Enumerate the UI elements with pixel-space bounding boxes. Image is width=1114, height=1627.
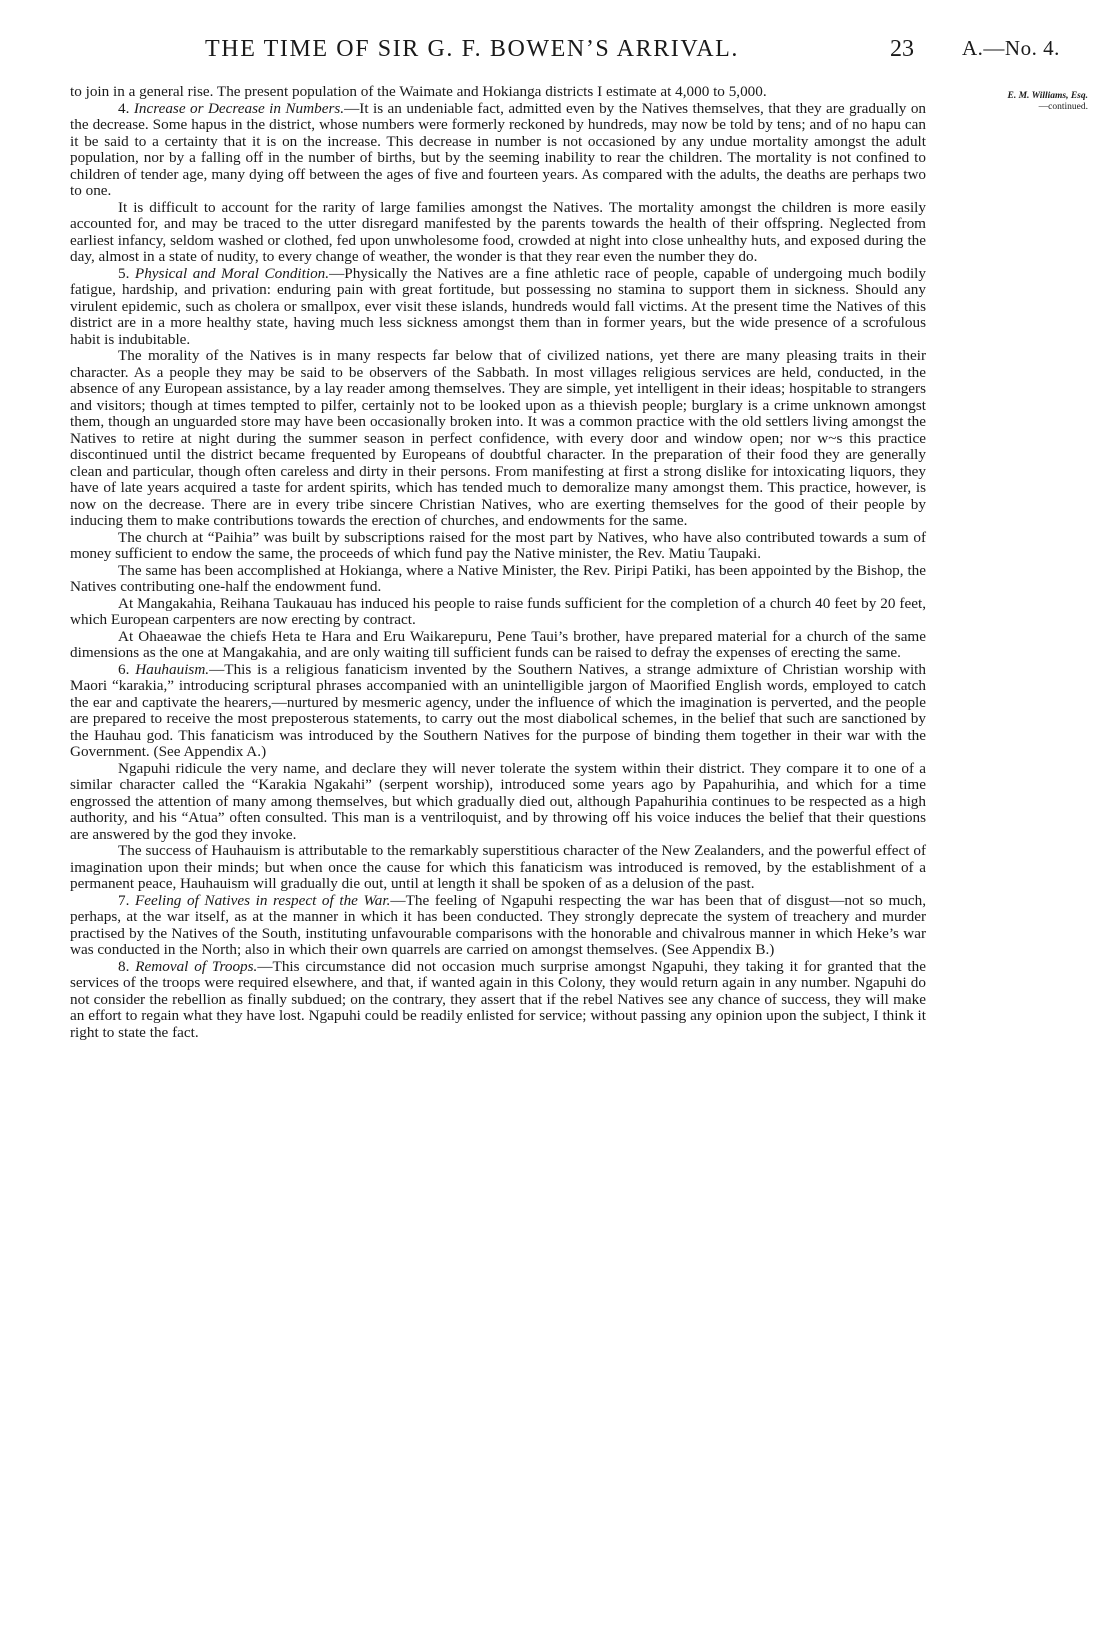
section-number: 8. [118,957,130,975]
page-header [0,36,1114,66]
paragraph-section-8: 8. Removal of Troops.—This circumstance did not occasion much surprise amongst Ngapuhi, they taking it for granted that the services of the troops were required elsewhere, and that, if wanted again in this Colony, they would return again in any number. Ngapuhi do not consider the rebellion as finally subdued; on the contrary, they assert that if the rebel Natives see any chance of success, they will make an effort to regain what they have lost. Ngapuhi could be readily enlisted for service; without passing any opinion upon the subject, I think it right to state the fact. [70,957,926,1041]
paragraph-section-5: 5. Physical and Moral Condition.—Physically the Natives are a fine athletic race of people, capable of undergoing much bodily fatigue, hardship, and privation: enduring pain with great fortitude, but possessing no stamina to support them in sickness. Should any virulent epidemic, such as cholera or smallpox, ever visit these islands, hundreds would fall victims. At the present time the Natives of this district are in a more healthy state, having much less sickness amongst them than in former years, but the wide presence of a scrofulous habit is indubitable. [70,264,926,348]
margin-note-continued: —continued. [1038,102,1088,112]
section-heading: Physical and Moral Condition. [134,264,330,282]
section-heading: Hauhauism. [135,660,210,678]
document-reference: A.—No. 4. [962,36,1060,60]
section-heading: Feeling of Natives in respect of the War. [135,891,391,909]
section-number: 5. [118,264,130,282]
paragraph: The same has been accomplished at Hokianga, where a Native Minister, the Rev. Piripi Patiki, has been appointed by the Bishop, the Natives contributing one-half the endowment fund. [70,561,926,595]
paragraph: At Ohaeawae the chiefs Heta te Hara and Eru Waikarepuru, Pene Taui’s brother, have prepared material for a church of the same dimensions as the one at Mangakahia, and are only waiting till sufficient funds can be raised to defray the expenses of erecting the same. [70,627,926,661]
paragraph: The church at “Paihia” was built by subscriptions raised for the most part by Natives, who have also contributed towards a sum of money sufficient to endow the same, the proceeds of which fund pay the Native minister, the Rev. Matiu Taupaki. [70,528,926,562]
section-heading: Increase or Decrease in Numbers. [133,99,345,117]
paragraph: It is difficult to account for the rarity of large families amongst the Natives. The mortality amongst the children is more easily accounted for, and may be traced to the utter disregard manifested by the parents towards the health of their offspring. Neglected from earliest infancy, seldom washed or clothed, fed upon unwholesome food, crowded at night into close unhealthy huts, and exposed during the day, almost in a state of nudity, to every change of weather, the wonder is that they rear even the number they do. [70,198,926,265]
margin-note-author: E. M. Williams, Esq. [1007,91,1088,101]
paragraph: The morality of the Natives is in many respects far below that of civilized nations, yet there are many pleasing traits in their character. As a people they may be said to be observers of the Sabbath. In most villages religious services are held, conducted, in the absence of any European assistance, by a lay reader among themselves. They are simple, yet intelligent in their ideas; hospitable to strangers and visitors; though at times tempted to pilfer, certainly not to be looked upon as a thievish people; burglary is a crime unknown amongst them, though an unguarded store may have been occasionally broken into. It was a common practice with the old settlers living amongst the Natives to retire at night during the summer season in perfect confidence, with every door and window open; nor w~s this practice discontinued until the district became frequented by Europeans of doubtful character. In the preparation of their food they are generally clean and particular, though often careless and dirty in their persons. From manifesting at first a strong dislike for intoxicating liquors, they have of late years acquired a taste for ardent spirits, which has tended much to demoralize many amongst them. This practice, however, is now on the decrease. There are in every tribe sincere Christian Natives, who are exerting themselves for the good of their people by inducing them to make contributions towards the erection of churches, and endowments for the same. [70,347,926,529]
page-title: THE TIME OF SIR G. F. BOWEN’S ARRIVAL. [205,36,740,62]
paragraph: At Mangakahia, Reihana Taukauau has induced his people to raise funds sufficient for the completion of a church 40 feet by 20 feet, which European carpenters are now erecting by contract. [70,594,926,628]
paragraph: to join in a general rise. The present population of the Waimate and Hokianga districts I estimate at 4,000 to 5,000. [70,83,767,100]
section-number: 6. [118,660,130,678]
paragraph-section-7: 7. Feeling of Natives in respect of the War.—The feeling of Ngapuhi respecting the war has been that of disgust—not so much, perhaps, at the war itself, as at the manner in which it has been conducted. They strongly deprecate the system of treachery and murder practised by the Natives of the South, instituting unfavourable comparisons with the honorable and chivalrous manner in which Heke’s war was conducted in the North; also in which their own quarrels are carried on amongst themselves. (See Appendix B.) [70,891,927,958]
paragraph: Ngapuhi ridicule the very name, and declare they will never tolerate the system within their district. They compare it to one of a similar character called the “Karakia Ngakahi” (serpent worship), introduced some years ago by Papahurihia, and which for a time engrossed the attention of many among themselves, but which gradually died out, although Papahurihia continues to be respected as a high authority, and his “Atua” often consulted. This man is a ventriloquist, and by throwing off his voice induces the belief that their questions are answered by the god they invoke. [70,759,926,843]
section-number: 7. [118,891,130,909]
document-body [70,84,926,1041]
section-number: 4. [118,99,130,117]
page-number: 23 [890,36,914,62]
margin-note [948,91,1088,113]
section-heading: Removal of Troops. [135,957,258,975]
paragraph-section-4: 4. Increase or Decrease in Numbers.—It is an undeniable fact, admitted even by the Natives themselves, that they are gradually on the decrease. Some hapus in the district, whose numbers were formerly reckoned by hundreds, may now be told by tens; and of no hapu can it be said to a certainty that it is on the increase. This decrease in number is not occasioned by any undue mortality amongst the adult population, nor by a falling off in the number of births, but by the seeming inability to rear the children. The mortality is not confined to children of tender age, many dying off between the ages of five and fourteen years. As compared with the adults, the deaths are perhaps two to one. [70,99,927,199]
paragraph-section-6: 6. Hauhauism.—This is a religious fanaticism invented by the Southern Natives, a strange admixture of Christian worship with Maori “karakia,” introducing scriptural phrases accompanied with an unintelligible jargon of Maorified English words, employed to catch the ear and captivate the hearers,—nurtured by mesmeric agency, under the influence of which the imagination is perverted, and the people are prepared to receive the most preposterous statements, to carry out the most diabolical schemes, in the belief that such are sanctioned by the Hauhau god. This fanaticism was introduced by the Southern Natives for the purpose of binding them together in their war with the Government. (See Appendix A.) [70,660,926,760]
paragraph: The success of Hauhauism is attributable to the remarkably superstitious character of the New Zealanders, and the powerful effect of imagination upon their minds; but when once the cause for which this fanaticism was introduced is removed, by the establishment of a permanent peace, Hauhauism will gradually die out, until at length it shall be spoken of as a delusion of the past. [70,842,926,892]
